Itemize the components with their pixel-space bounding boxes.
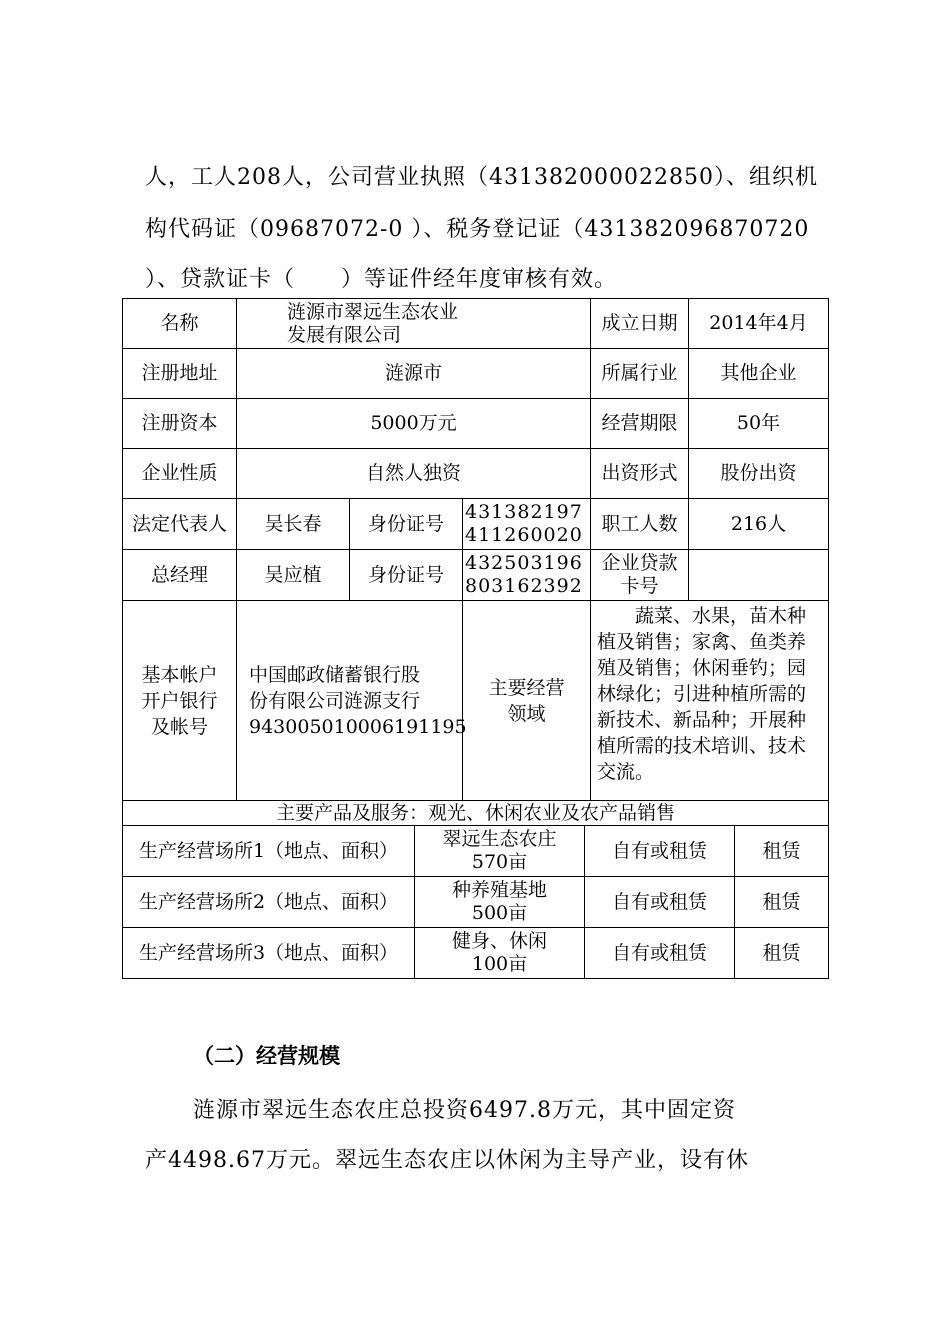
bank-account-number: 943005010006191195 <box>249 715 467 738</box>
site-3-area: 100亩 <box>471 953 528 975</box>
site-2-place <box>415 877 585 928</box>
name-value-line-2: 发展有限公司 <box>287 323 402 346</box>
bank-value-line-2: 份有限公司涟源支行 <box>249 689 421 712</box>
sites-table <box>122 825 829 979</box>
address-label: 注册地址 <box>123 349 237 399</box>
legal-rep-label: 法定代表人 <box>123 499 237 550</box>
legal-id-label: 身份证号 <box>350 499 463 550</box>
gm-id-label: 身份证号 <box>350 550 463 601</box>
table-row <box>123 499 829 550</box>
funding-label: 出资形式 <box>591 449 689 499</box>
bank-value <box>237 601 467 801</box>
site-2-area: 500亩 <box>471 902 528 924</box>
bank-label: 基本帐户开户银行及帐号 <box>123 601 237 801</box>
site-1-area: 570亩 <box>471 851 528 873</box>
gm-label: 总经理 <box>123 550 237 601</box>
table-row <box>123 801 829 826</box>
site-2-place-name: 种养殖基地 <box>451 879 547 901</box>
loan-card-label: 企业贷款卡号 <box>591 550 689 601</box>
site-1-own-value: 租赁 <box>735 826 829 877</box>
table-row <box>123 601 829 801</box>
capital-value: 5000万元 <box>237 399 591 449</box>
term-label: 经营期限 <box>591 399 689 449</box>
table-row <box>123 550 829 601</box>
name-value-line-1: 涟源市翠远生态农业 <box>287 300 459 323</box>
nature-label: 企业性质 <box>123 449 237 499</box>
section-heading: （二）经营规模 <box>193 1044 340 1068</box>
legal-id-line-1: 431382197 <box>465 501 583 523</box>
legal-id-value <box>463 499 591 550</box>
loan-card-value <box>689 550 829 601</box>
section-line-1: 涟源市翠远生态农庄总投资6497.8万元，其中固定资 <box>193 1098 736 1123</box>
gm-id-value <box>463 550 591 601</box>
table-row <box>123 449 829 499</box>
section-line-2: 产4498.67万元。翠远生态农庄以休闲为主导产业，设有休 <box>145 1148 749 1173</box>
table-row <box>123 349 829 399</box>
site-1-own-label: 自有或租赁 <box>585 826 735 877</box>
site-3-label: 生产经营场所3（地点、面积） <box>123 928 415 979</box>
address-value: 涟源市 <box>237 349 591 399</box>
products-services: 主要产品及服务：观光、休闲农业及农产品销售 <box>123 801 829 826</box>
table-row <box>123 877 829 928</box>
staff-value: 216人 <box>689 499 829 550</box>
name-label: 名称 <box>123 299 237 349</box>
site-3-own-label: 自有或租赁 <box>585 928 735 979</box>
table-row <box>123 399 829 449</box>
intro-line-1: 人，工人208人，公司营业执照（431382000022850）、组织机 <box>145 165 818 190</box>
name-value <box>237 299 591 349</box>
table-row <box>123 826 829 877</box>
company-info-table <box>122 298 829 826</box>
business-value: 蔬菜、水果，苗木种植及销售；家禽、鱼类养殖及销售；休闲垂钓；园林绿化；引进种植所需的新技术、新品种；开展种植所需的技术培训、技术交流。 <box>591 601 829 801</box>
nature-value: 自然人独资 <box>237 449 591 499</box>
gm-id-line-2: 803162392 <box>465 575 583 597</box>
founded-value: 2014年4月 <box>689 299 829 349</box>
capital-label: 注册资本 <box>123 399 237 449</box>
table-row <box>123 299 829 349</box>
site-3-place-name: 健身、休闲 <box>451 930 547 952</box>
intro-line-3: ）、贷款证卡（ ）等证件经年度审核有效。 <box>145 267 618 292</box>
site-2-own-value: 租赁 <box>735 877 829 928</box>
site-3-own-value: 租赁 <box>735 928 829 979</box>
site-1-place <box>415 826 585 877</box>
business-label: 主要经营领域 <box>463 601 591 801</box>
term-value: 50年 <box>689 399 829 449</box>
site-2-own-label: 自有或租赁 <box>585 877 735 928</box>
site-2-label: 生产经营场所2（地点、面积） <box>123 877 415 928</box>
industry-label: 所属行业 <box>591 349 689 399</box>
gm-id-line-1: 432503196 <box>465 552 583 574</box>
legal-rep-name: 吴长春 <box>237 499 350 550</box>
founded-label: 成立日期 <box>591 299 689 349</box>
intro-line-2: 构代码证（09687072-0 ）、税务登记证（431382096870720 <box>145 217 810 242</box>
industry-value: 其他企业 <box>689 349 829 399</box>
legal-id-line-2: 411260020 <box>465 524 583 546</box>
site-1-label: 生产经营场所1（地点、面积） <box>123 826 415 877</box>
bank-value-line-1: 中国邮政储蓄银行股 <box>249 663 421 686</box>
site-3-place <box>415 928 585 979</box>
funding-value: 股份出资 <box>689 449 829 499</box>
site-1-place-name: 翠远生态农庄 <box>442 828 557 850</box>
table-row <box>123 928 829 979</box>
staff-label: 职工人数 <box>591 499 689 550</box>
gm-name: 吴应植 <box>237 550 350 601</box>
